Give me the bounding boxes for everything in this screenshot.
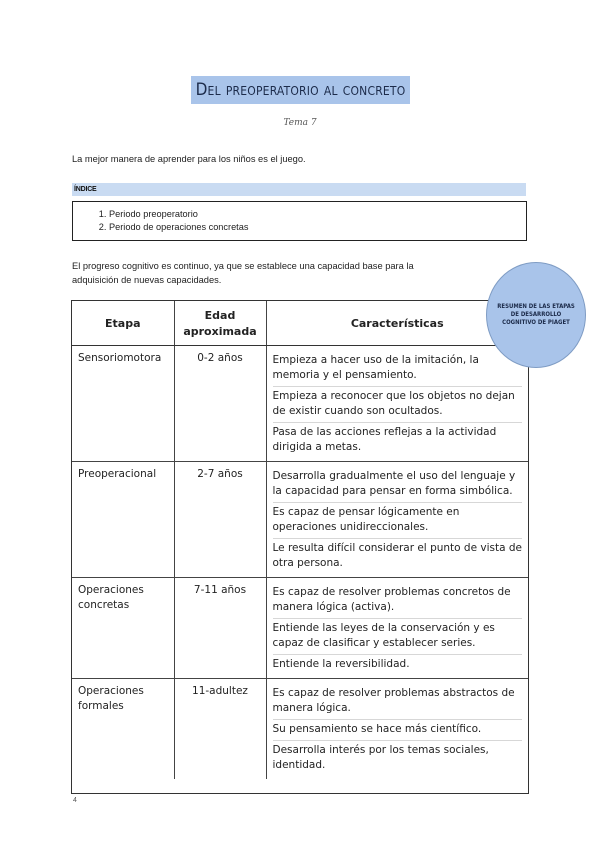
characteristic: Entiende las leyes de la conservación y es capaz de clasificar y establecer series.	[273, 619, 523, 655]
characteristic: Empieza a reconocer que los objetos no dejan de existir cuando son ocultados.	[273, 387, 523, 423]
characteristic: Es capaz de resolver problemas abstractos de manera lógica.	[273, 684, 523, 720]
index-item: 2. Periodo de operaciones concretas	[109, 221, 526, 234]
characteristic: Es capaz de resolver problemas concretos de manera lógica (activa).	[273, 583, 523, 619]
age-cell: 2-7 años	[174, 462, 266, 578]
table-row	[72, 346, 528, 462]
paragraph-line-2: adquisición de nuevas capacidades.	[72, 275, 222, 285]
table-row	[72, 679, 528, 780]
index-box	[72, 201, 527, 241]
header-etapa: Etapa	[72, 301, 174, 346]
characteristics-cell	[266, 346, 528, 462]
index-list	[73, 208, 526, 233]
age-cell: 11-adultez	[174, 679, 266, 780]
stage-cell: Operaciones concretas	[72, 578, 174, 679]
characteristic: Su pensamiento se hace más científico.	[273, 720, 523, 741]
table-header-row	[72, 301, 528, 346]
characteristic: Desarrolla interés por los temas sociales, identidad.	[272, 744, 489, 771]
characteristic: Entiende la reversibilidad.	[272, 658, 410, 670]
index-heading: ÍNDICE	[72, 183, 526, 196]
page-subtitle: Tema 7	[283, 118, 317, 128]
page-title: Del preoperatorio al concreto	[191, 76, 410, 104]
header-edad: Edad aproximada	[174, 301, 266, 346]
characteristics-cell	[266, 462, 528, 578]
index-item: 1. Periodo preoperatorio	[109, 208, 526, 221]
characteristics-cell	[266, 679, 528, 780]
age-cell: 7-11 años	[174, 578, 266, 679]
characteristic: Desarrolla gradualmente el uso del lenguaje y la capacidad para pensar en forma simbólica.	[273, 467, 523, 503]
intro-text: La mejor manera de aprender para los niños es el juego.	[72, 154, 306, 164]
table-row	[72, 578, 528, 679]
table-row	[72, 462, 528, 578]
page-number: 4	[73, 797, 77, 804]
characteristic: Empieza a hacer uso de la imitación, la memoria y el pensamiento.	[273, 351, 523, 387]
characteristic: Le resulta difícil considerar el punto de vista de otra persona.	[272, 542, 522, 569]
stage-cell: Preoperacional	[72, 462, 174, 578]
badge-text: RESUMEN DE LAS ETAPAS DE DESARROLLO COGNITIVO DE PIAGET	[497, 303, 575, 326]
characteristic: Es capaz de pensar lógicamente en operaciones unidireccionales.	[273, 503, 523, 539]
piaget-table	[71, 300, 529, 794]
age-cell: 0-2 años	[174, 346, 266, 462]
header-caracteristicas: Características	[266, 301, 528, 346]
characteristics-cell	[266, 578, 528, 679]
stage-cell: Sensoriomotora	[72, 346, 174, 462]
characteristic: Pasa de las acciones reflejas a la actividad dirigida a metas.	[272, 426, 497, 453]
summary-badge	[486, 262, 586, 368]
stage-cell: Operaciones formales	[72, 679, 174, 780]
paragraph-line-1: El progreso cognitivo es continuo, ya que se establece una capacidad base para la	[72, 261, 414, 271]
